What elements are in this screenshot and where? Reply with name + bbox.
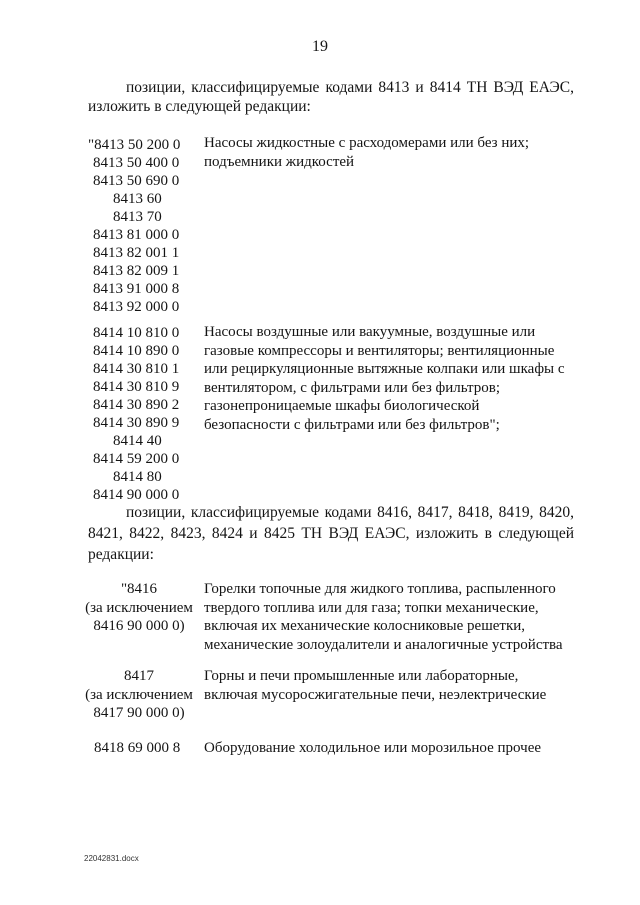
code-line: 8414 30 890 2	[93, 397, 180, 413]
para2-line2: 8421, 8422, 8423, 8424 и 8425 ТН ВЭД ЕАЭС, изложить в следующей	[88, 525, 574, 542]
code-line: 8413 60	[113, 191, 162, 207]
code-line: 8413 81 000 0	[93, 227, 180, 243]
code-line: 8414 30 810 1	[93, 361, 180, 377]
code-line: (за исключением	[85, 599, 193, 616]
code-line: 8414 30 890 9	[93, 415, 180, 431]
code-line: "8416	[120, 581, 158, 597]
code-line: 8413 91 000 8	[93, 281, 180, 297]
code-line: (за исключением	[85, 686, 193, 703]
desc-line: подъемники жидкостей	[204, 153, 355, 170]
code-line: 8414 80	[113, 469, 162, 485]
code-line: 8413 50 400 0	[93, 155, 180, 171]
code-line: 8414 40	[113, 433, 162, 449]
desc-line: безопасности с фильтрами или без фильтров";	[204, 416, 500, 433]
desc-line: включая их механические колосниковые решетки,	[204, 618, 526, 634]
desc-line: твердого топлива или для газа; топки механические,	[204, 599, 539, 616]
code-line: 8413 82 001 1	[93, 245, 180, 261]
desc-8418: Оборудование холодильное или морозильное прочее	[204, 740, 542, 756]
desc-line: Насосы воздушные или вакуумные, воздушные или	[204, 324, 536, 340]
desc-8414	[204, 323, 574, 434]
code-line: 8414 90 000 0	[93, 487, 180, 503]
para1-line1: позиции, классифицируемые кодами 8413 и 8414 ТН ВЭД ЕАЭС,	[126, 79, 574, 96]
code-line: 8414 10 810 0	[93, 325, 180, 341]
code-line: 8417	[124, 668, 154, 684]
desc-line: включая мусоросжигательные печи, неэлектрические	[204, 686, 547, 703]
desc-line: механические золоудалители и аналогичные устройства	[204, 636, 563, 653]
desc-line: или рециркуляционные вытяжные колпаки или шкафы с	[204, 361, 565, 377]
page-number: 19	[312, 38, 328, 55]
para2-line1: позиции, классифицируемые кодами 8416, 8417, 8418, 8419, 8420,	[126, 504, 574, 521]
desc-8413	[204, 134, 574, 171]
desc-8417	[204, 667, 574, 704]
code-line: 8414 30 810 9	[93, 379, 180, 395]
file-name-footer: 22042831.docx	[84, 854, 139, 863]
desc-line: вентилятором, с фильтрами или без фильтров;	[204, 379, 501, 396]
codes-8413	[88, 136, 188, 316]
desc-8416	[204, 580, 574, 654]
desc-line: Горны и печи промышленные или лабораторные,	[204, 668, 519, 684]
codes-8417	[84, 667, 194, 723]
code-line: 8414 10 890 0	[93, 343, 180, 359]
code-line: "8413 50 200 0	[88, 137, 181, 153]
code-8418: 8418 69 000 8	[94, 740, 181, 756]
code-line: 8413 50 690 0	[93, 173, 180, 189]
code-line: 8416 90 000 0)	[93, 618, 185, 634]
desc-line: Горелки топочные для жидкого топлива, распыленного	[204, 581, 556, 597]
code-line: 8413 82 009 1	[93, 263, 180, 279]
codes-8414	[93, 324, 193, 504]
desc-line: газонепроницаемые шкафы биологической	[204, 398, 480, 414]
code-line: 8414 59 200 0	[93, 451, 180, 467]
intro-paragraph-2	[88, 502, 574, 565]
code-line: 8413 70	[113, 209, 162, 225]
desc-line: Насосы жидкостные с расходомерами или без них;	[204, 135, 530, 151]
para1-line2: изложить в следующей редакции:	[88, 98, 311, 115]
para2-line3: редакции:	[88, 546, 154, 563]
code-line: 8417 90 000 0)	[93, 705, 185, 721]
code-line: 8413 92 000 0	[93, 299, 180, 315]
codes-8416	[84, 580, 194, 636]
desc-line: газовые компрессоры и вентиляторы; вентиляционные	[204, 342, 555, 359]
intro-paragraph-1	[88, 78, 574, 116]
